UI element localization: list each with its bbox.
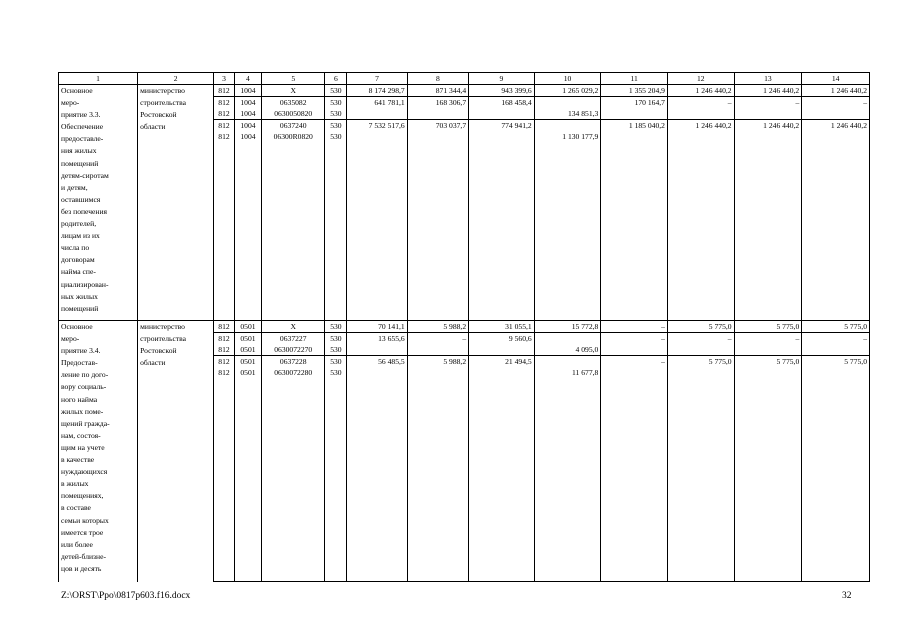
table-cell: 641 781,1 (347, 97, 407, 109)
table-cell (407, 131, 468, 321)
table-cell: 1 246 440,2 (667, 120, 734, 132)
activity-description (59, 321, 138, 582)
description-line: детей-близне- (61, 551, 107, 561)
description-line: жилых поме- (61, 406, 104, 416)
table-cell: – (802, 97, 870, 109)
description-line: детям-сиротам (61, 170, 109, 180)
table-cell: 703 037,7 (407, 120, 468, 132)
organization-line: области (140, 358, 166, 368)
description-line: в составе (61, 503, 91, 513)
table-cell: 0501 (234, 321, 261, 333)
table-cell: 774 941,2 (469, 120, 535, 132)
description-line: меро- (61, 334, 80, 344)
organization-line: области (140, 122, 166, 132)
organization-line: Ростовской (140, 110, 177, 120)
table-cell: – (802, 333, 870, 345)
description-line: помещениях, (61, 491, 104, 501)
description-line: имеется трое (61, 527, 104, 537)
table-cell: 812 (214, 321, 235, 333)
responsible-organization (138, 85, 214, 321)
table-cell: 812 (214, 356, 235, 368)
table-cell: 0637228 (261, 356, 325, 368)
description-line: предоставле- (61, 134, 104, 144)
table-cell: 0630072280 (261, 367, 325, 582)
column-number: 10 (534, 73, 601, 85)
responsible-organization (138, 321, 214, 582)
column-number: 14 (802, 73, 870, 85)
table-cell: – (667, 97, 734, 109)
table-cell: 0637240 (261, 120, 325, 132)
table-cell: 1004 (234, 85, 261, 97)
description-line: меро- (61, 98, 80, 108)
table-cell: 1 246 440,2 (734, 85, 802, 97)
description-line: Основное (61, 86, 93, 95)
table-cell: 530 (325, 344, 347, 356)
table-cell (601, 344, 668, 356)
table-cell: 9 560,6 (469, 333, 535, 345)
column-number: 3 (214, 73, 235, 85)
table-cell: 0630072270 (261, 344, 325, 356)
page-number: 32 (842, 591, 852, 601)
description-line: в жилых (61, 479, 89, 489)
table-cell (601, 108, 668, 120)
table-cell: 943 399,6 (469, 85, 535, 97)
table-cell (802, 367, 870, 582)
description-line: приятие 3.4. (61, 346, 101, 356)
table-cell: 1004 (234, 131, 261, 321)
table-cell: 21 494,5 (469, 356, 535, 368)
table-cell: 5 775,0 (734, 356, 802, 368)
column-number: 11 (601, 73, 668, 85)
description-line: помещений (61, 158, 99, 168)
table-cell: 0501 (234, 356, 261, 368)
description-line: нуждающихся (61, 467, 108, 477)
table-cell: 530 (325, 367, 347, 582)
table-cell: 530 (325, 333, 347, 345)
table-cell (601, 131, 668, 321)
description-line: щений гражда- (61, 418, 110, 428)
table-cell: 11 677,8 (534, 367, 601, 582)
organization-line: строительства (140, 98, 187, 108)
table-cell: 5 775,0 (802, 356, 870, 368)
table-row (59, 85, 870, 97)
description-line: цов и десять (61, 563, 102, 573)
table-cell: – (667, 333, 734, 345)
description-line: числа по (61, 243, 90, 253)
table-cell: 5 775,0 (734, 321, 802, 333)
description-line: щим на учете (61, 442, 105, 452)
table-header-row (59, 73, 870, 85)
column-number: 4 (234, 73, 261, 85)
table-cell (407, 108, 468, 120)
table-cell (734, 344, 802, 356)
table-cell: 5 775,0 (802, 321, 870, 333)
table-row (59, 321, 870, 333)
table-cell: 15 772,8 (534, 321, 601, 333)
table-cell: 530 (325, 97, 347, 109)
table-cell: 06300R0820 (261, 131, 325, 321)
table-cell: 812 (214, 120, 235, 132)
table-cell: 8 174 298,7 (347, 85, 407, 97)
table-cell (667, 131, 734, 321)
table-cell: 812 (214, 333, 235, 345)
table-cell (667, 344, 734, 356)
description-line: и детям, (61, 182, 88, 192)
organization-line: министерство (140, 322, 185, 331)
table-cell: 134 851,3 (534, 108, 601, 120)
table-cell: 7 532 517,6 (347, 120, 407, 132)
table-cell (601, 367, 668, 582)
table-cell: 530 (325, 356, 347, 368)
column-number: 1 (59, 73, 138, 85)
description-line: ния жилых (61, 146, 97, 156)
table-cell: 1 246 440,2 (802, 120, 870, 132)
table-cell: 1 246 440,2 (667, 85, 734, 97)
table-cell: 0501 (234, 344, 261, 356)
description-line: без попечения (61, 206, 108, 216)
description-line: нам, состоя- (61, 430, 101, 440)
column-number: 5 (261, 73, 325, 85)
table-cell: 812 (214, 97, 235, 109)
table-cell: 5 988,2 (407, 356, 468, 368)
table-cell: – (601, 333, 668, 345)
table-cell: 812 (214, 367, 235, 582)
table-cell (347, 108, 407, 120)
table-cell: 1004 (234, 120, 261, 132)
table-cell (534, 356, 601, 368)
description-line: ного найма (61, 394, 98, 404)
description-line: Обеспечение (61, 122, 104, 132)
column-number: 8 (407, 73, 468, 85)
table-cell: 1 265 029,2 (534, 85, 601, 97)
column-number: 12 (667, 73, 734, 85)
activity-description (59, 85, 138, 321)
table-cell (534, 120, 601, 132)
table-cell: 530 (325, 108, 347, 120)
table-cell: 168 458,4 (469, 97, 535, 109)
table-cell: 1 185 040,2 (601, 120, 668, 132)
table-cell: 530 (325, 131, 347, 321)
table-cell (734, 131, 802, 321)
table-cell: 812 (214, 108, 235, 120)
description-line: найма спе- (61, 267, 96, 277)
footer-file-path: Z:\ORST\Ppo\0817p603.f16.docx (61, 591, 191, 601)
description-line: циализирован- (61, 279, 109, 289)
description-line: или более (61, 539, 93, 549)
table-cell: 31 055,1 (469, 321, 535, 333)
table-cell (734, 367, 802, 582)
table-cell: – (601, 356, 668, 368)
table-cell: 871 344,4 (407, 85, 468, 97)
table-cell: 168 306,7 (407, 97, 468, 109)
table-cell (469, 108, 535, 120)
table-cell: 0501 (234, 333, 261, 345)
description-line: приятие 3.3. (61, 110, 101, 120)
table-cell: 1 246 440,2 (734, 120, 802, 132)
table-cell (802, 344, 870, 356)
table-cell: 1004 (234, 97, 261, 109)
table-cell (667, 367, 734, 582)
table-cell: 812 (214, 344, 235, 356)
description-line: договорам (61, 255, 95, 265)
table-cell: 530 (325, 120, 347, 132)
table-cell: 0635082 (261, 97, 325, 109)
table-cell (802, 131, 870, 321)
table-cell: 0637227 (261, 333, 325, 345)
description-line: вору социаль- (61, 382, 107, 392)
table-cell: 1 130 177,9 (534, 131, 601, 321)
description-line: семьи которых (61, 515, 109, 525)
table-cell (407, 367, 468, 582)
table-cell: 5 775,0 (667, 356, 734, 368)
table-cell (534, 97, 601, 109)
table-cell: 1 246 440,2 (802, 85, 870, 97)
table-cell (407, 344, 468, 356)
organization-line: строительства (140, 334, 187, 344)
description-line: в качестве (61, 455, 95, 465)
table-cell: 56 485,5 (347, 356, 407, 368)
description-line: ление по дого- (61, 370, 109, 380)
column-number: 9 (469, 73, 535, 85)
description-line: ных жилых (61, 291, 98, 301)
table-cell: – (407, 333, 468, 345)
table-cell: – (734, 333, 802, 345)
table-cell: 530 (325, 85, 347, 97)
table-cell: 5 775,0 (667, 321, 734, 333)
column-number: 7 (347, 73, 407, 85)
organization-line: Ростовской (140, 346, 177, 356)
column-number: 2 (138, 73, 214, 85)
table-cell (347, 344, 407, 356)
table-cell: Х (261, 85, 325, 97)
table-cell (469, 131, 535, 321)
table-cell: 530 (325, 321, 347, 333)
table-cell: 812 (214, 85, 235, 97)
table-cell (667, 108, 734, 120)
table-cell (802, 108, 870, 120)
table-cell: 1 355 204,9 (601, 85, 668, 97)
table-cell: 13 655,6 (347, 333, 407, 345)
table-cell: 812 (214, 131, 235, 321)
table-cell: 5 988,2 (407, 321, 468, 333)
table-cell: – (734, 97, 802, 109)
table-cell: 0630050820 (261, 108, 325, 120)
description-line: лицам из их (61, 231, 100, 241)
column-number: 13 (734, 73, 802, 85)
description-line: Основное (61, 322, 93, 331)
table-cell: 4 095,0 (534, 344, 601, 356)
table-cell: 70 141,1 (347, 321, 407, 333)
description-line: родителей, (61, 219, 97, 229)
table-cell: Х (261, 321, 325, 333)
table-cell: – (601, 321, 668, 333)
budget-table (58, 72, 870, 582)
table-cell: 0501 (234, 367, 261, 582)
organization-line: министерство (140, 86, 185, 95)
table-cell (347, 367, 407, 582)
description-line: оставшимся (61, 194, 101, 204)
description-line: помещений (61, 303, 99, 313)
column-number: 6 (325, 73, 347, 85)
table-cell (469, 344, 535, 356)
table-cell (734, 108, 802, 120)
table-cell (534, 333, 601, 345)
table-cell (347, 131, 407, 321)
table-cell: 170 164,7 (601, 97, 668, 109)
description-line: Предостав- (61, 358, 98, 368)
table-cell: 1004 (234, 108, 261, 120)
table-cell (469, 367, 535, 582)
